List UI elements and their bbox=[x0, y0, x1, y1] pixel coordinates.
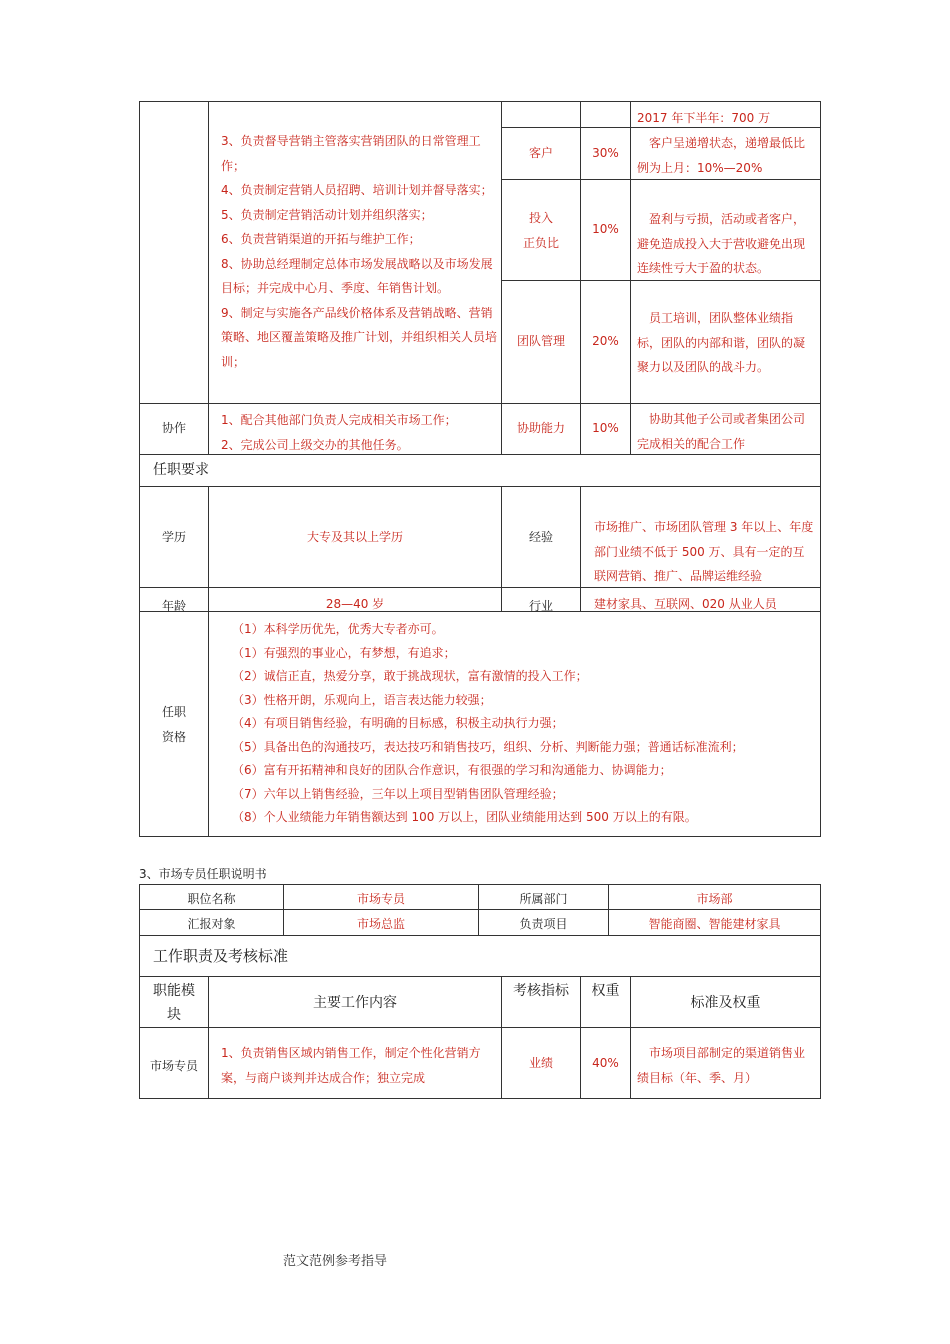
report-to-label: 汇报对象 bbox=[187, 917, 236, 931]
age-label: 年龄 bbox=[161, 599, 186, 613]
duty-item: 4、负责制定营销人员招聘、培训计划并督导落实； bbox=[221, 183, 493, 197]
indicator-input-ratio-line1: 投入 bbox=[528, 211, 553, 225]
coop-item: 1、配合其他部门负责人完成相关市场工作； bbox=[221, 413, 457, 427]
project-value: 智能商圈、智能建材家具 bbox=[648, 917, 781, 931]
standard-customer: 客户呈递增状态，递增最低比例为上月：10%—20% bbox=[637, 136, 806, 175]
duty-title: 工作职责及考核标准 bbox=[153, 947, 289, 965]
row-module: 市场专员 bbox=[149, 1059, 198, 1073]
position-value: 市场专员 bbox=[356, 892, 405, 906]
indicator-input-ratio-line2: 正负比 bbox=[522, 235, 559, 250]
standard-team-management: 员工培训，团队整体业绩指标，团队的内部和谐，团队的凝聚力以及团队的战斗力。 bbox=[637, 311, 806, 374]
row-standard: 市场项目部制定的渠道销售业绩目标（年、季、月） bbox=[637, 1046, 806, 1085]
education-label: 学历 bbox=[161, 530, 186, 544]
sales-target-standard: 2017 年下半年：700 万 bbox=[637, 111, 771, 125]
qualification-item: （5）具备出色的沟通技巧，表达技巧和销售技巧，组织、分析、判断能力强；普通话标准流利； bbox=[232, 739, 744, 754]
row-weight: 40% bbox=[592, 1056, 619, 1070]
duty-item: 6、负责营销渠道的开拓与维护工作； bbox=[221, 232, 421, 246]
standard-input-ratio: 盈利与亏损，活动或者客户，避免造成投入大于营收避免出现连续性亏大于盈的状态。 bbox=[637, 212, 806, 275]
row-indicator: 业绩 bbox=[528, 1056, 553, 1070]
coop-item: 2、完成公司上级交办的其他任务。 bbox=[221, 437, 409, 452]
weight-customer: 30% bbox=[592, 146, 619, 160]
qualification-item: （4）有项目销售经验，有明确的目标感，积极主动执行力强； bbox=[232, 716, 564, 730]
position-label: 职位名称 bbox=[187, 892, 236, 906]
qualification-item: （6）富有开拓精神和良好的团队合作意识，有很强的学习和沟通能力、协调能力； bbox=[232, 763, 672, 777]
duty-item: 8、协助总经理制定总体市场发展战略以及市场发展目标；并完成中心月、季度、年销售计划。 bbox=[221, 256, 493, 295]
indicator-assist: 协助能力 bbox=[516, 421, 565, 435]
row-content: 1、负责销售区域内销售工作，制定个性化营销方案，与商户谈判并达成合作；独立完成 bbox=[221, 1046, 481, 1085]
header-module bbox=[140, 979, 208, 1027]
duty-item: 9、制定与实施各产品线价格体系及营销战略、营销策略、地区覆盖策略及推广计划，并组织相关人员培训； bbox=[221, 305, 498, 369]
industry-value: 建材家具、互联网、020 从业人员 bbox=[594, 597, 777, 611]
header-content: 主要工作内容 bbox=[313, 995, 397, 1011]
duties-list bbox=[221, 129, 499, 374]
education-value: 大专及其以上学历 bbox=[306, 530, 403, 544]
department-value: 市场部 bbox=[696, 892, 733, 906]
qualification-item: （3）性格开朗，乐观向上，语言表达能力较强； bbox=[232, 692, 492, 707]
header-module-line2: 块 bbox=[167, 1007, 181, 1023]
section-title: 3、市场专员任职说明书 bbox=[139, 867, 267, 881]
header-indicator: 考核指标 bbox=[513, 983, 569, 999]
qualification-list bbox=[232, 618, 818, 830]
footer-note: 范文范例参考指导 bbox=[283, 1254, 388, 1269]
qualification-label bbox=[140, 700, 208, 749]
report-to-value: 市场总监 bbox=[356, 917, 405, 931]
weight-team-management: 20% bbox=[592, 334, 619, 348]
indicator-input-ratio bbox=[502, 206, 580, 255]
qualification-item: （1）有强烈的事业心，有梦想，有追求； bbox=[232, 645, 456, 660]
qualification-label-line1: 任职 bbox=[161, 705, 186, 719]
age-value: 28—40 岁 bbox=[325, 597, 385, 611]
industry-label: 行业 bbox=[528, 599, 553, 613]
weight-input-ratio: 10% bbox=[592, 222, 619, 236]
experience-value: 市场推广、市场团队管理 3 年以上、年度部门业绩不低于 500 万、具有一定的互联网营销、推广、品牌运维经验 bbox=[594, 520, 814, 583]
qualification-item: （2）诚信正直，热爱分享，敢于挑战现状，富有激情的投入工作； bbox=[232, 669, 588, 683]
qualification-item: （8）个人业绩能力年销售额达到 100 万以上，团队业绩能用达到 500 万以上的有限。 bbox=[232, 810, 697, 824]
project-label: 负责项目 bbox=[519, 917, 568, 931]
requirements-title: 任职要求 bbox=[153, 462, 209, 478]
experience-label: 经验 bbox=[528, 530, 553, 544]
header-module-line1: 职能模 bbox=[153, 983, 195, 999]
header-weight: 权重 bbox=[591, 983, 620, 999]
qualification-item: （1）本科学历优先，优秀大专者亦可。 bbox=[232, 622, 444, 636]
duty-item: 3、负责督导营销主管落实营销团队的日常管理工作； bbox=[221, 134, 481, 173]
qualification-item: （7）六年以上销售经验，三年以上项目型销售团队管理经验； bbox=[232, 786, 564, 801]
indicator-customer: 客户 bbox=[528, 146, 553, 160]
duty-item: 5、负责制定营销活动计划并组织落实； bbox=[221, 207, 433, 222]
department-label: 所属部门 bbox=[519, 892, 568, 906]
indicator-team-management: 团队管理 bbox=[516, 334, 565, 348]
standard-assist: 协助其他子公司或者集团公司完成相关的配合工作 bbox=[637, 412, 806, 451]
qualification-label-line2: 资格 bbox=[161, 729, 186, 744]
header-standard: 标准及权重 bbox=[690, 995, 761, 1011]
weight-assist: 10% bbox=[592, 421, 619, 435]
module-cooperation: 协作 bbox=[161, 421, 186, 435]
cooperation-items bbox=[221, 408, 499, 457]
